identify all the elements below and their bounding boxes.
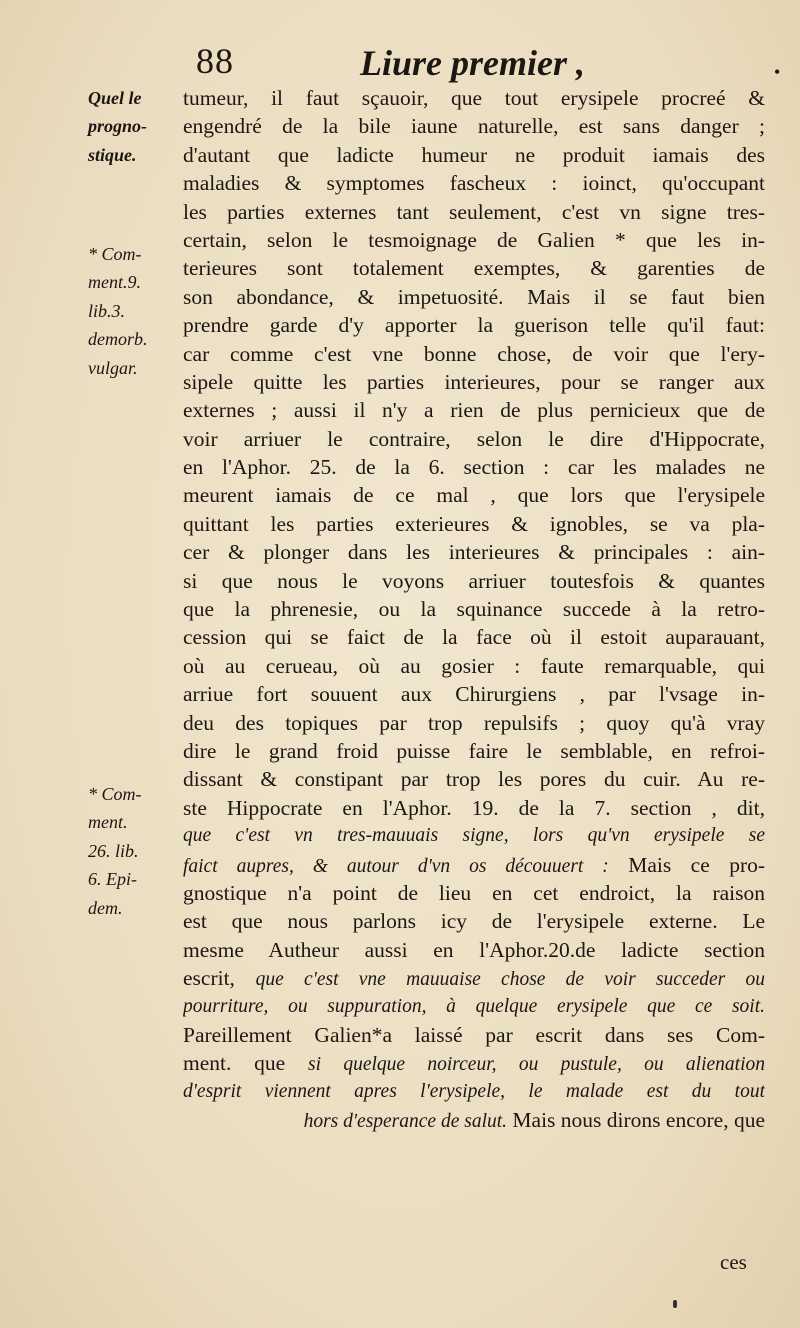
margin-line: stique. <box>88 144 137 165</box>
text-line: meurent iamais de ce mal , que lors que l'erysipele <box>183 483 765 508</box>
margin-line: * Com- <box>88 784 142 804</box>
text-line: externes ; aussi il n'y a rien de plus pernicieux que de <box>183 398 765 423</box>
margin-line: Quel le <box>88 88 142 108</box>
text-line: dissant & constipant par trop les pores du cuir. Au re- <box>183 767 765 792</box>
text-line: voir arriuer le contraire, selon le dire d'Hippocrate, <box>183 426 765 451</box>
catchword: ces <box>720 1250 747 1274</box>
margin-line: 26. lib. <box>88 840 139 861</box>
italic-quote-line: que c'est vn tres-mauuais signe, lors qu'vn erysipele se <box>183 825 765 847</box>
text-line: gnostique n'a point de lieu en cet endroict, la raison <box>183 880 765 905</box>
page-number: 88 <box>196 41 234 81</box>
page-header <box>0 36 800 84</box>
margin-line: * Com- <box>88 244 142 264</box>
margin-note-prognostic <box>88 84 147 169</box>
text-line: ste Hippocrate en l'Aphor. 19. de la 7. section , dit, <box>183 795 765 820</box>
italic-quote-fragment: que c'est vne mauuaise chose de voir succeder ou <box>255 969 765 991</box>
ink-spot <box>673 1300 677 1308</box>
text-line: certain, selon le tesmoignage de Galien * que les in- <box>183 227 765 252</box>
italic-quote-fragment: faict aupres, & autour d'vn os découuert : <box>183 855 609 877</box>
running-title: Liure premier , <box>360 43 585 83</box>
italic-quote-fragment: si quelque noirceur, ou pustule, ou alienation <box>308 1054 765 1076</box>
margin-line: 6. Epi- <box>88 869 137 890</box>
text-line: dire le grand froid puisse faire le semblable, en refroi- <box>183 738 765 763</box>
margin-line: demorb. <box>88 329 148 350</box>
text-line: prendre garde d'y apporter la guerison telle qu'il faut: <box>183 313 765 338</box>
main-text-block <box>183 84 765 1134</box>
margin-note-epidem-ref <box>88 780 142 922</box>
text-line: Pareillement Galien*a laissé par escrit dans ses Com- <box>183 1022 765 1047</box>
text-line: car comme c'est vne bonne chose, de voir que l'ery- <box>183 341 765 366</box>
margin-line: ment.9. <box>88 272 141 293</box>
text-line: que la phrenesie, ou la squinance succede à la retro- <box>183 597 765 622</box>
text-fragment: Mais ce pro- <box>628 852 765 877</box>
text-line: maladies & symptomes fascheux : ioinct, qu'occupant <box>183 171 765 196</box>
text-line: son abondance, & impetuosité. Mais il se faut bien <box>183 284 765 309</box>
text-line-mixed <box>183 1106 765 1134</box>
text-line: deu des topiques par trop repulsifs ; quoy qu'à vray <box>183 710 765 735</box>
text-line: si que nous le voyons arriuer toutesfois & quantes <box>183 568 765 593</box>
margin-note-galien-ref <box>88 240 148 382</box>
margin-line: lib.3. <box>88 300 126 321</box>
text-line-mixed <box>183 1049 765 1077</box>
text-line: en l'Aphor. 25. de la 6. section : car les malades ne <box>183 455 765 480</box>
text-line: les parties externes tant seulement, c'est vn signe tres- <box>183 199 765 224</box>
text-line: sipele quitte les parties interieures, pour se ranger aux <box>183 369 765 394</box>
text-fragment: Mais nous dirons encore, que <box>512 1108 765 1133</box>
margin-line: vulgar. <box>88 357 138 378</box>
italic-quote-line: d'esprit viennent apres l'erysipele, le malade est du tout <box>183 1080 765 1102</box>
margin-line: ment. <box>88 812 128 833</box>
text-line-mixed <box>183 964 765 992</box>
margin-line: progno- <box>88 116 148 137</box>
text-line: engendré de la bile iaune naturelle, est sans danger ; <box>183 114 765 139</box>
text-fragment: escrit, <box>183 966 235 991</box>
text-line: mesme Autheur aussi en l'Aphor.20.de ladicte section <box>183 937 765 962</box>
text-line: tumeur, il faut sçauoir, que tout erysipele procreé & <box>183 86 765 110</box>
margin-line: dem. <box>88 897 123 918</box>
text-line: terieures sont totalement exemptes, & garenties de <box>183 256 765 281</box>
italic-quote-fragment: hors d'esperance de salut. <box>303 1111 508 1133</box>
printer-mark: • <box>774 62 781 82</box>
text-line: est que nous parlons icy de l'erysipele externe. Le <box>183 909 765 934</box>
text-line: cer & plonger dans les interieures & principales : ain- <box>183 540 765 565</box>
text-line: où au cerueau, où au gosier : faute remarquable, qui <box>183 653 765 678</box>
text-line-mixed <box>183 851 765 879</box>
text-line: cession qui se faict de la face où il estoit auparauant, <box>183 625 765 650</box>
text-line: d'autant que ladicte humeur ne produit iamais des <box>183 142 765 167</box>
text-line: quittant les parties exterieures & ignobles, se va pla- <box>183 511 765 536</box>
text-line: arriue fort souuent aux Chirurgiens , par l'vsage in- <box>183 682 765 707</box>
italic-quote-line: pourriture, ou suppuration, à quelque erysipele que ce soit. <box>183 995 765 1017</box>
text-fragment: ment. que <box>183 1051 286 1076</box>
